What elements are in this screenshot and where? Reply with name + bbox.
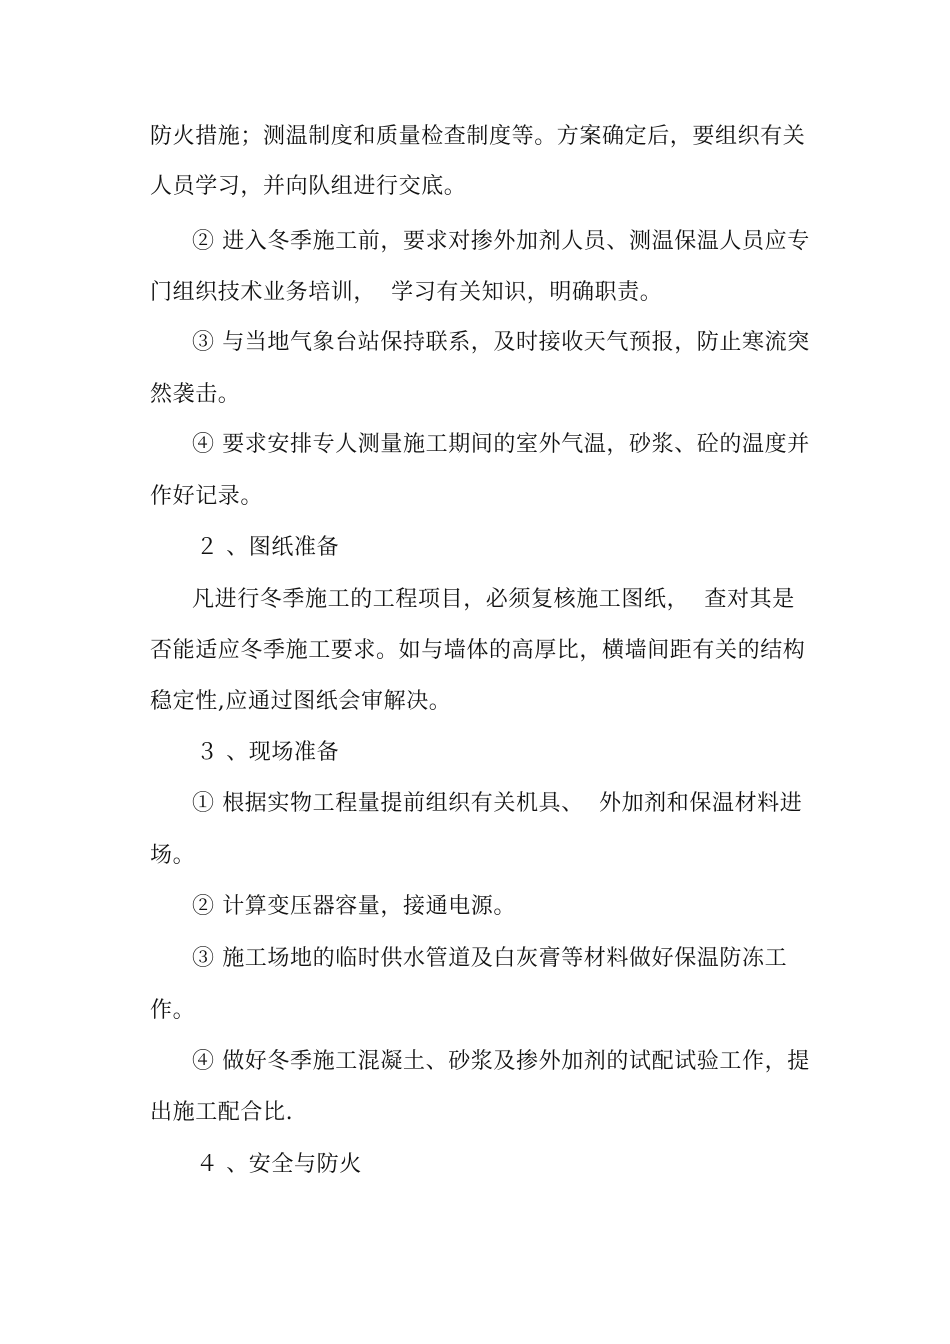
section-heading-safety: ４ 、安全与防火: [196, 1152, 362, 1177]
list-item-3: ③ 施工场地的临时供水管道及白灰膏等材料做好保温防冻工: [192, 946, 788, 971]
list-item-2: ② 计算变压器容量，接通电源。: [192, 894, 516, 919]
text-line: 防火措施；测温制度和质量检查制度等。方案确定后，要组织有关: [150, 124, 806, 149]
list-item-4: ④ 做好冬季施工混凝土、砂浆及掺外加剂的试配试验工作，提: [192, 1049, 810, 1074]
text-line: 否能适应冬季施工要求。如与墙体的高厚比，横墙间距有关的结构: [150, 638, 806, 663]
text-line: 然袭击。: [150, 382, 241, 407]
list-item-2: ② 进入冬季施工前，要求对掺外加剂人员、测温保温人员应专: [192, 229, 810, 254]
paragraph-line: 凡进行冬季施工的工程项目，必须复核施工图纸， 查对其是: [192, 587, 795, 612]
text-line: 门组织技术业务培训， 学习有关知识，明确职责。: [150, 280, 663, 305]
section-heading-drawings: ２ 、图纸准备: [196, 535, 340, 560]
list-item-4: ④ 要求安排专人测量施工期间的室外气温，砂浆、砼的温度并: [192, 432, 810, 457]
list-item-1: ① 根据实物工程量提前组织有关机具、 外加剂和保温材料进: [192, 791, 803, 816]
text-line: 出施工配合比.: [150, 1100, 294, 1125]
text-line: 作。: [150, 998, 196, 1023]
text-line: 场。: [150, 843, 196, 868]
text-line: 人员学习，并向队组进行交底。: [150, 174, 467, 199]
text-line: 作好记录。: [150, 484, 264, 509]
text-line: 稳定性,应通过图纸会审解决。: [150, 689, 452, 714]
list-item-3: ③ 与当地气象台站保持联系，及时接收天气预报，防止寒流突: [192, 330, 810, 355]
section-heading-site: ３ 、现场准备: [196, 740, 340, 765]
